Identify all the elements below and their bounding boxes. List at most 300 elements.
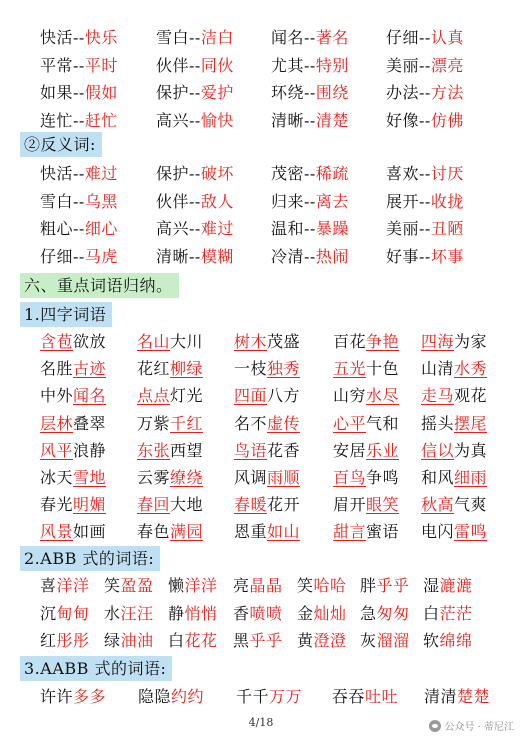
synonym-pair — [271, 107, 349, 134]
abb-bb: 匆匆 — [376, 603, 410, 623]
four-char-word — [421, 410, 487, 437]
four-char-word — [234, 491, 300, 518]
aabb-row — [0, 683, 522, 710]
synonym-pair — [156, 52, 234, 79]
highlighted-part: 树木 — [234, 332, 268, 351]
four-char-word — [137, 491, 203, 518]
abb-bb: 甸甸 — [56, 603, 90, 623]
answer-word: 快乐 — [84, 28, 118, 47]
synonym-row — [0, 79, 522, 106]
answer-word: 围绕 — [315, 83, 349, 102]
abb-word — [104, 627, 154, 654]
abb-word — [168, 600, 218, 627]
synonym-pair — [156, 79, 234, 106]
synonym-pair — [386, 107, 464, 134]
word: 清晰 — [156, 246, 190, 266]
highlighted-part: 秋高 — [421, 495, 455, 515]
dash-separator: -- — [189, 83, 201, 102]
abb-word — [360, 600, 410, 627]
antonym-row — [0, 215, 522, 242]
four-char-word — [333, 491, 399, 518]
highlighted-part: 春回 — [137, 495, 171, 515]
dash-separator: -- — [73, 191, 85, 211]
dash-separator: -- — [189, 191, 201, 211]
aabb-bb: 多多 — [73, 687, 107, 706]
answer-word: 坏事 — [430, 246, 464, 266]
plain-part: 欲放 — [73, 332, 107, 351]
four-char-word — [421, 518, 487, 545]
aabb-word — [332, 683, 398, 710]
abb-a: 金 — [297, 603, 314, 623]
aabb-aa: 吞吞 — [332, 687, 366, 706]
highlighted-part: 古迹 — [73, 359, 107, 379]
abb-bb: 茫茫 — [439, 603, 473, 623]
answer-word: 同伙 — [200, 55, 234, 75]
antonym-pair — [156, 243, 234, 270]
answer-word: 破坏 — [200, 164, 234, 183]
abb-a: 绿 — [104, 631, 121, 650]
abb-word — [40, 627, 90, 654]
four-char-word — [40, 437, 106, 464]
four-char-row — [0, 355, 522, 382]
dash-separator: -- — [189, 219, 201, 238]
four-char-row — [0, 491, 522, 518]
plain-part: 大川 — [170, 332, 204, 351]
abb-bb: 灿灿 — [313, 603, 347, 623]
dash-separator: -- — [304, 28, 316, 47]
plain-part: 花开 — [267, 495, 301, 515]
plain-part: 恩重 — [234, 522, 268, 542]
abb-a: 胖 — [360, 576, 377, 595]
antonym-pair — [386, 215, 464, 242]
four-char-row — [0, 382, 522, 409]
highlighted-part: 心平 — [333, 413, 367, 433]
abb-bb: 汪汪 — [120, 603, 154, 623]
abb-row — [0, 600, 522, 627]
word: 伙伴 — [156, 55, 190, 75]
answer-word: 模糊 — [200, 246, 234, 266]
synonym-pair — [271, 79, 349, 106]
abb-a: 笑 — [297, 576, 314, 595]
four-char-word — [234, 355, 300, 382]
highlighted-part: 四面 — [234, 386, 268, 406]
plain-part: 风调 — [234, 468, 268, 487]
answer-word: 乌黑 — [84, 191, 118, 211]
section-six-heading: 六、重点词语归纳。 — [20, 273, 179, 298]
answer-word: 赶忙 — [84, 110, 118, 130]
antonym-pair — [156, 160, 234, 187]
antonym-row — [0, 188, 522, 215]
answer-word: 收拢 — [430, 191, 464, 211]
plain-part: 春光 — [40, 495, 74, 515]
dash-separator: -- — [419, 110, 431, 130]
abb-a: 白 — [423, 603, 440, 623]
word: 雪白 — [156, 28, 190, 47]
abb-a: 灰 — [360, 631, 377, 650]
word: 仔细 — [386, 28, 420, 47]
highlighted-part: 满园 — [170, 522, 204, 542]
aabb-aa: 清清 — [424, 687, 458, 706]
highlighted-part: 风平 — [40, 440, 74, 460]
synonym-pair — [40, 24, 118, 51]
aabb-word — [424, 683, 490, 710]
abb-a: 湿 — [423, 576, 440, 595]
word: 清晰 — [271, 110, 305, 130]
abb-word — [168, 627, 218, 654]
four-char-word — [333, 410, 399, 437]
answer-word: 特别 — [315, 55, 349, 75]
dash-separator: -- — [189, 55, 201, 75]
abb-row — [0, 572, 522, 599]
antonym-row — [0, 160, 522, 187]
abb-row — [0, 627, 522, 654]
highlighted-part: 走马 — [421, 386, 455, 406]
abb-bb: 洋洋 — [184, 576, 218, 595]
answer-word: 敌人 — [200, 191, 234, 211]
abb-bb: 彤彤 — [56, 631, 90, 650]
aabb-aa: 许许 — [40, 687, 74, 706]
plain-part: 山清 — [421, 359, 455, 379]
four-char-word — [234, 437, 300, 464]
highlighted-part: 信以 — [421, 440, 455, 460]
abb-word — [423, 572, 473, 599]
abb-bb: 油油 — [120, 631, 154, 650]
word: 好像 — [386, 110, 420, 130]
four-char-word — [421, 437, 487, 464]
plain-part: 观花 — [454, 386, 488, 406]
four-char-word — [234, 410, 300, 437]
page-number: 4/18 — [248, 716, 274, 729]
dash-separator: -- — [419, 246, 431, 266]
answer-word: 离去 — [315, 191, 349, 211]
four-char-word — [333, 382, 399, 409]
abb-word — [233, 627, 283, 654]
four-char-word — [333, 518, 399, 545]
aabb-word — [236, 683, 302, 710]
word: 连忙 — [40, 110, 74, 130]
abb-heading: 2.ABB 式的词语: — [20, 546, 160, 571]
word: 保护 — [156, 164, 190, 183]
abb-a: 急 — [360, 603, 377, 623]
highlighted-part: 百鸟 — [333, 468, 367, 487]
four-char-word — [234, 518, 300, 545]
highlighted-part: 摆尾 — [454, 413, 488, 433]
answer-word: 细心 — [84, 219, 118, 238]
answer-word: 著名 — [315, 28, 349, 47]
four-char-word — [40, 464, 106, 491]
plain-part: 气和 — [366, 413, 400, 433]
highlighted-part: 鸟语 — [234, 440, 268, 460]
abb-bb: 晶晶 — [249, 576, 283, 595]
highlighted-part: 细雨 — [454, 468, 488, 487]
synonym-row — [0, 24, 522, 51]
synonym-row — [0, 52, 522, 79]
aabb-word — [40, 683, 106, 710]
synonym-pair — [156, 107, 234, 134]
dash-separator: -- — [189, 246, 201, 266]
word: 喜欢 — [386, 164, 420, 183]
four-char-word — [333, 328, 399, 355]
synonym-pair — [386, 24, 464, 51]
plain-part: 百花 — [333, 332, 367, 351]
answer-word: 讨厌 — [430, 164, 464, 183]
plain-part: 安居 — [333, 440, 367, 460]
highlighted-part: 雪地 — [73, 468, 107, 487]
antonym-pair — [40, 215, 118, 242]
four-char-word — [421, 491, 487, 518]
plain-part: 争鸣 — [366, 468, 400, 487]
plain-part: 和风 — [421, 468, 455, 487]
word: 展开 — [386, 191, 420, 211]
four-char-word — [234, 382, 300, 409]
abb-bb: 悄悄 — [184, 603, 218, 623]
highlighted-part: 水尽 — [366, 386, 400, 406]
word: 平常 — [40, 55, 74, 75]
plain-part: 花红 — [137, 359, 171, 379]
plain-part: 花香 — [267, 440, 301, 460]
highlighted-part: 争艳 — [366, 332, 400, 351]
abb-bb: 花花 — [184, 631, 218, 650]
dash-separator: -- — [73, 55, 85, 75]
antonym-pair — [271, 243, 349, 270]
four-char-word — [40, 328, 106, 355]
watermark-text: 公众号 · 蒂尼江 — [444, 722, 514, 733]
antonym-pair — [386, 160, 464, 187]
four-char-word — [137, 464, 203, 491]
aabb-bb: 约约 — [171, 687, 205, 706]
word: 尤其 — [271, 55, 305, 75]
dash-separator: -- — [304, 164, 316, 183]
word: 办法 — [386, 83, 420, 102]
abb-word — [297, 627, 347, 654]
four-char-word — [137, 410, 203, 437]
highlighted-part: 独秀 — [267, 359, 301, 379]
highlighted-part: 名山 — [137, 332, 171, 351]
word: 快活 — [40, 28, 74, 47]
highlighted-part: 层林 — [40, 413, 74, 433]
dash-separator: -- — [304, 55, 316, 75]
four-char-word — [137, 437, 203, 464]
abb-bb: 盈盈 — [120, 576, 154, 595]
dash-separator: -- — [73, 83, 85, 102]
word: 伙伴 — [156, 191, 190, 211]
antonym-pair — [40, 243, 118, 270]
synonym-pair — [271, 52, 349, 79]
abb-bb: 溜溜 — [376, 631, 410, 650]
dash-separator: -- — [419, 55, 431, 75]
abb-bb: 乎乎 — [376, 576, 410, 595]
dash-separator: -- — [419, 28, 431, 47]
plain-part: 冰天 — [40, 468, 74, 487]
abb-bb: 漉漉 — [439, 576, 473, 595]
four-char-word — [40, 382, 106, 409]
highlighted-part: 五光 — [333, 359, 367, 379]
dash-separator: -- — [189, 110, 201, 130]
abb-word — [360, 572, 410, 599]
four-char-word — [40, 410, 106, 437]
antonym-pair — [271, 188, 349, 215]
aabb-heading: 3.AABB 式的词语: — [20, 656, 172, 681]
four-char-word — [421, 382, 487, 409]
answer-word: 方法 — [430, 83, 464, 102]
answer-word: 热闹 — [315, 246, 349, 266]
highlighted-part: 四海 — [421, 332, 455, 351]
four-char-word — [137, 328, 203, 355]
plain-part: 如画 — [73, 522, 107, 542]
antonym-pair — [271, 160, 349, 187]
four-char-word — [333, 464, 399, 491]
dash-separator: -- — [73, 219, 85, 238]
four-char-row — [0, 410, 522, 437]
four-char-word — [234, 328, 300, 355]
synonym-pair — [271, 24, 349, 51]
highlighted-part: 甜言 — [333, 522, 367, 542]
four-char-word — [421, 464, 487, 491]
highlighted-part: 明媚 — [73, 495, 107, 515]
four-char-heading: 1.四字词语 — [20, 302, 112, 327]
answer-word: 洁白 — [200, 28, 234, 47]
dash-separator: -- — [419, 83, 431, 102]
word: 冷清 — [271, 246, 305, 266]
answer-word: 清楚 — [315, 110, 349, 130]
four-char-word — [333, 437, 399, 464]
four-char-word — [137, 355, 203, 382]
abb-a: 白 — [168, 631, 185, 650]
synonym-pair — [40, 79, 118, 106]
abb-a: 沉 — [40, 603, 57, 623]
answer-word: 认真 — [430, 28, 464, 47]
aabb-bb: 万万 — [269, 687, 303, 706]
dash-separator: -- — [419, 219, 431, 238]
antonym-pair — [386, 243, 464, 270]
four-char-word — [40, 518, 106, 545]
plain-part: 中外 — [40, 386, 74, 406]
word: 高兴 — [156, 219, 190, 238]
plain-part: 山穷 — [333, 386, 367, 406]
dash-separator: -- — [304, 246, 316, 266]
highlighted-part: 缭绕 — [170, 468, 204, 487]
word: 高兴 — [156, 110, 190, 130]
answer-word: 漂亮 — [430, 55, 464, 75]
plain-part: 名胜 — [40, 359, 74, 379]
answer-word: 平时 — [84, 55, 118, 75]
plain-part: 万紫 — [137, 413, 171, 433]
four-char-word — [421, 328, 487, 355]
answer-word: 难过 — [200, 219, 234, 238]
answer-word: 马虎 — [84, 246, 118, 266]
dash-separator: -- — [419, 191, 431, 211]
answer-word: 假如 — [84, 83, 118, 102]
plain-part: 一枝 — [234, 359, 268, 379]
four-char-row — [0, 437, 522, 464]
plain-part: 茂盛 — [267, 332, 301, 351]
aabb-bb: 吐吐 — [365, 687, 399, 706]
abb-a: 红 — [40, 631, 57, 650]
wechat-icon — [429, 720, 441, 732]
abb-word — [104, 600, 154, 627]
abb-word — [297, 600, 347, 627]
dash-separator: -- — [304, 110, 316, 130]
plain-part: 眉开 — [333, 495, 367, 515]
plain-part: 叠翠 — [73, 413, 107, 433]
answer-word: 仿佛 — [430, 110, 464, 130]
four-char-word — [333, 355, 399, 382]
plain-part: 为家 — [454, 332, 488, 351]
dash-separator: -- — [419, 164, 431, 183]
abb-bb: 哈哈 — [313, 576, 347, 595]
four-char-row — [0, 464, 522, 491]
plain-part: 为真 — [454, 440, 488, 460]
answer-word: 稀疏 — [315, 164, 349, 183]
four-char-row — [0, 328, 522, 355]
dash-separator: -- — [304, 191, 316, 211]
aabb-aa: 千千 — [236, 687, 270, 706]
abb-a: 亮 — [233, 576, 250, 595]
word: 粗心 — [40, 219, 74, 238]
highlighted-part: 雷鸣 — [454, 522, 488, 542]
abb-bb: 绵绵 — [439, 631, 473, 650]
word: 如果 — [40, 83, 74, 102]
abb-a: 香 — [233, 603, 250, 623]
highlighted-part: 风景 — [40, 522, 74, 542]
antonym-pair — [271, 215, 349, 242]
synonym-pair — [386, 52, 464, 79]
abb-a: 静 — [168, 603, 185, 623]
antonym-row — [0, 243, 522, 270]
dash-separator: -- — [304, 219, 316, 238]
four-char-word — [137, 518, 203, 545]
four-char-word — [137, 382, 203, 409]
highlighted-part: 水秀 — [454, 359, 488, 379]
answer-word: 爱护 — [200, 83, 234, 102]
word: 茂密 — [271, 164, 305, 183]
highlighted-part: 眼笑 — [366, 495, 400, 515]
word: 归来 — [271, 191, 305, 211]
word: 仔细 — [40, 246, 74, 266]
aabb-word — [138, 683, 204, 710]
plain-part: 灯光 — [170, 386, 204, 406]
antonym-pair — [40, 160, 118, 187]
plain-part: 十色 — [366, 359, 400, 379]
plain-part: 大地 — [170, 495, 204, 515]
answer-word: 丑陋 — [430, 219, 464, 238]
synonym-pair — [40, 52, 118, 79]
abb-word — [423, 600, 473, 627]
watermark — [429, 718, 514, 733]
abb-word — [423, 627, 473, 654]
abb-bb: 洋洋 — [56, 576, 90, 595]
answer-word: 暴躁 — [315, 219, 349, 238]
plain-part: 春色 — [137, 522, 171, 542]
dash-separator: -- — [73, 164, 85, 183]
dash-separator: -- — [189, 164, 201, 183]
plain-part: 气爽 — [454, 495, 488, 515]
abb-word — [40, 600, 90, 627]
abb-a: 黄 — [297, 631, 314, 650]
abb-a: 黑 — [233, 631, 250, 650]
abb-bb: 乎乎 — [249, 631, 283, 650]
plain-part: 电闪 — [421, 522, 455, 542]
four-char-word — [40, 491, 106, 518]
antonyms-heading: ②反义词: — [20, 132, 102, 157]
dash-separator: -- — [189, 28, 201, 47]
word: 闻名 — [271, 28, 305, 47]
abb-a: 懒 — [168, 576, 185, 595]
dash-separator: -- — [73, 28, 85, 47]
highlighted-part: 千红 — [170, 413, 204, 433]
abb-bb: 喷喷 — [249, 603, 283, 623]
four-char-word — [234, 464, 300, 491]
